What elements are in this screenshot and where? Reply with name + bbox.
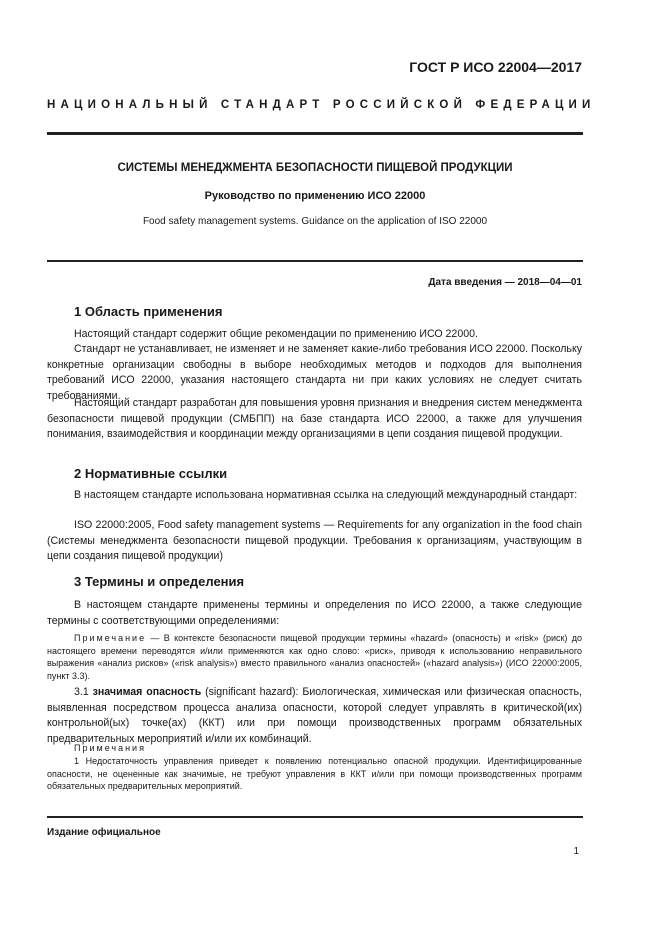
note-1: 1 Недостаточность управления приведет к появлению потенциально опасной продукции. Идентифицированные опасности, не оцененные как значимые, не требуют управления в ККТ и/или при помощи производственных программ обязательных предварительных мероприятий. bbox=[47, 756, 582, 792]
section-1-paragraph-1: Настоящий стандарт содержит общие рекомендации по применению ИСО 22000. bbox=[74, 328, 478, 340]
standard-code: ГОСТ Р ИСО 22004—2017 bbox=[409, 59, 582, 75]
section-3-heading: 3 Термины и определения bbox=[74, 574, 245, 589]
section-3-paragraph-1: В настоящем стандарте применены термины и определения по ИСО 22000, а также следующие термины с соответствующими определениями: bbox=[47, 599, 582, 627]
section-1-paragraph-3: Настоящий стандарт разработан для повышения уровня признания и внедрения систем менеджмента безопасности пищевой продукции (СМБПП) на базе стандарта ИСО 22000, а также для улучшения понимания, взаимодействия и координации между организациями в цепи создания пищевой продукции. bbox=[47, 397, 582, 440]
header-divider bbox=[47, 132, 583, 135]
section-1-heading: 1 Область применения bbox=[74, 304, 223, 319]
document-subtitle: Руководство по применению ИСО 22000 bbox=[204, 190, 426, 202]
page-number: 1 bbox=[573, 846, 579, 857]
edition-label: Издание официальное bbox=[47, 827, 161, 838]
document-title: СИСТЕМЫ МЕНЕДЖМЕНТА БЕЗОПАСНОСТИ ПИЩЕВОЙ ПРОДУКЦИИ bbox=[117, 162, 513, 174]
section-2-paragraph-1: В настоящем стандарте использована нормативная ссылка на следующий международный стандарт: bbox=[74, 489, 578, 501]
term-name: значимая опасность bbox=[92, 686, 202, 698]
english-title: Food safety management systems. Guidance on the application of ISO 22000 bbox=[142, 216, 488, 227]
footer-divider bbox=[47, 816, 583, 818]
term-definition: (significant hazard): Биологическая, химическая или физическая опасность, выявленная посредством процесса анализа опасности, которой следует управлять в критической(их) контрольной(ых) точке(ах) (ККТ) или при помощи производственных программ обязательных предварительных мероприятий и/или их комбинаций. bbox=[47, 686, 582, 745]
national-standard-banner: НАЦИОНАЛЬНЫЙ СТАНДАРТ РОССИЙСКОЙ ФЕДЕРАЦИИ bbox=[47, 99, 596, 111]
term-number: 3.1 bbox=[74, 686, 93, 698]
section-1-paragraph-2: Стандарт не устанавливает, не изменяет и не заменяет какие-либо требования ИСО 22000. Поскольку конкретные организации свободны в выборе необходимых методов и подходов для выполнения требований ИСО 22000, указания настоящего стандарта ни при каких условиях не следует считать требованиями. bbox=[47, 343, 582, 402]
introduction-date: Дата введения — 2018—04—01 bbox=[428, 277, 582, 288]
title-divider bbox=[47, 260, 583, 262]
section-2-reference: ISO 22000:2005, Food safety management systems — Requirements for any organization in the food chain (Системы менеджмента безопасности пищевой продукции. Требования к организациям, участвующим в цепи создания пищевой продукции) bbox=[47, 519, 582, 562]
notes-label: Примечания bbox=[74, 743, 146, 753]
section-2-heading: 2 Нормативные ссылки bbox=[74, 466, 228, 481]
term-3-1 bbox=[47, 685, 582, 747]
note-label: Примечание bbox=[74, 633, 147, 643]
note-text: — В контексте безопасности пищевой продукции термины «hazard» (опасность) и «risk» (риск) до настоящего времени переводятся и/или применяются как одно слово: «риск», приводя к использованию неправильного выражения «анализ рисков» («risk analysis») вместо правильного «анализ опасностей» («hazard analysis») (ИСО 22000:2005, пункт 3.3). bbox=[47, 633, 582, 682]
section-3-note bbox=[47, 632, 582, 683]
